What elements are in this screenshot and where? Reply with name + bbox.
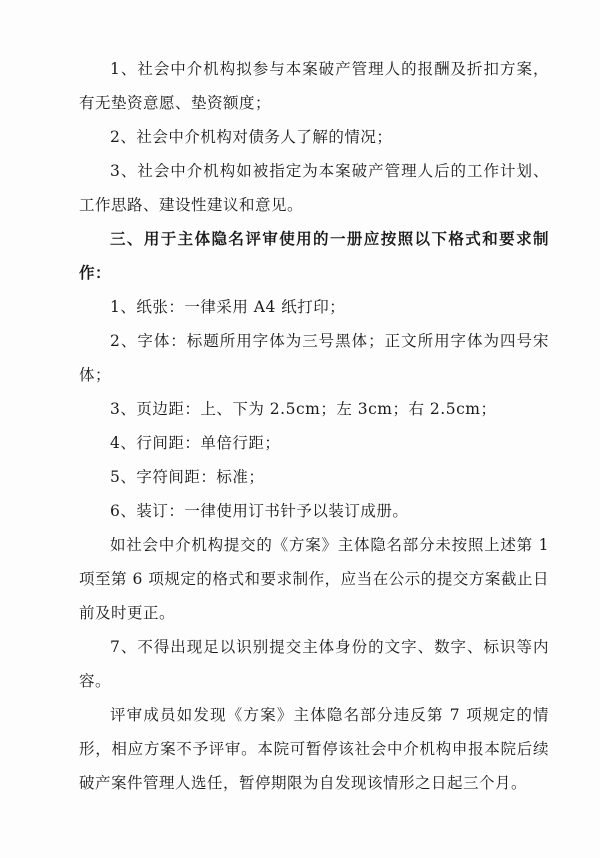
- paragraph-font: 2、字体：标题所用字体为三号黑体；正文所用字体为四号宋体；: [79, 332, 549, 384]
- paragraph-fee-proposal: 1、社会中介机构拟参与本案破产管理人的报酬及折扣方案，有无垫资意愿、垫资额度；: [79, 60, 549, 112]
- section-heading-format-requirements: 三、用于主体隐名评审使用的一册应按照以下格式和要求制作：: [79, 230, 549, 282]
- document-body: [79, 52, 549, 800]
- paragraph-char-spacing: 5、字符间距：标准；: [110, 468, 265, 486]
- paragraph-margins: 3、页边距：上、下为 2.5cm；左 3cm；右 2.5cm；: [110, 400, 497, 418]
- paragraph-line-spacing: 4、行间距：单倍行距；: [110, 434, 281, 452]
- paragraph-violation-penalty: 评审成员如发现《方案》主体隐名部分违反第 7 项规定的情形，相应方案不予评审。本院可暂停该社会中介机构申报本院后续破产案件管理人选任，暂停期限为自发现该情形之日起三个月。: [79, 706, 549, 792]
- paragraph-paper: 1、纸张：一律采用 A4 纸打印；: [110, 298, 346, 316]
- paragraph-correction: 如社会中介机构提交的《方案》主体隐名部分未按照上述第 1 项至第 6 项规定的格式和要求制作，应当在公示的提交方案截止日前及时更正。: [79, 536, 549, 622]
- paragraph-work-plan: 3、社会中介机构如被指定为本案破产管理人后的工作计划、工作思路、建设性建议和意见。: [79, 162, 549, 214]
- paragraph-no-identifiers: 7、不得出现足以识别提交主体身份的文字、数字、标识等内容。: [79, 638, 549, 690]
- paragraph-debtor-info: 2、社会中介机构对债务人了解的情况；: [110, 128, 393, 146]
- paragraph-binding: 6、装订：一律使用订书针予以装订成册。: [110, 502, 409, 520]
